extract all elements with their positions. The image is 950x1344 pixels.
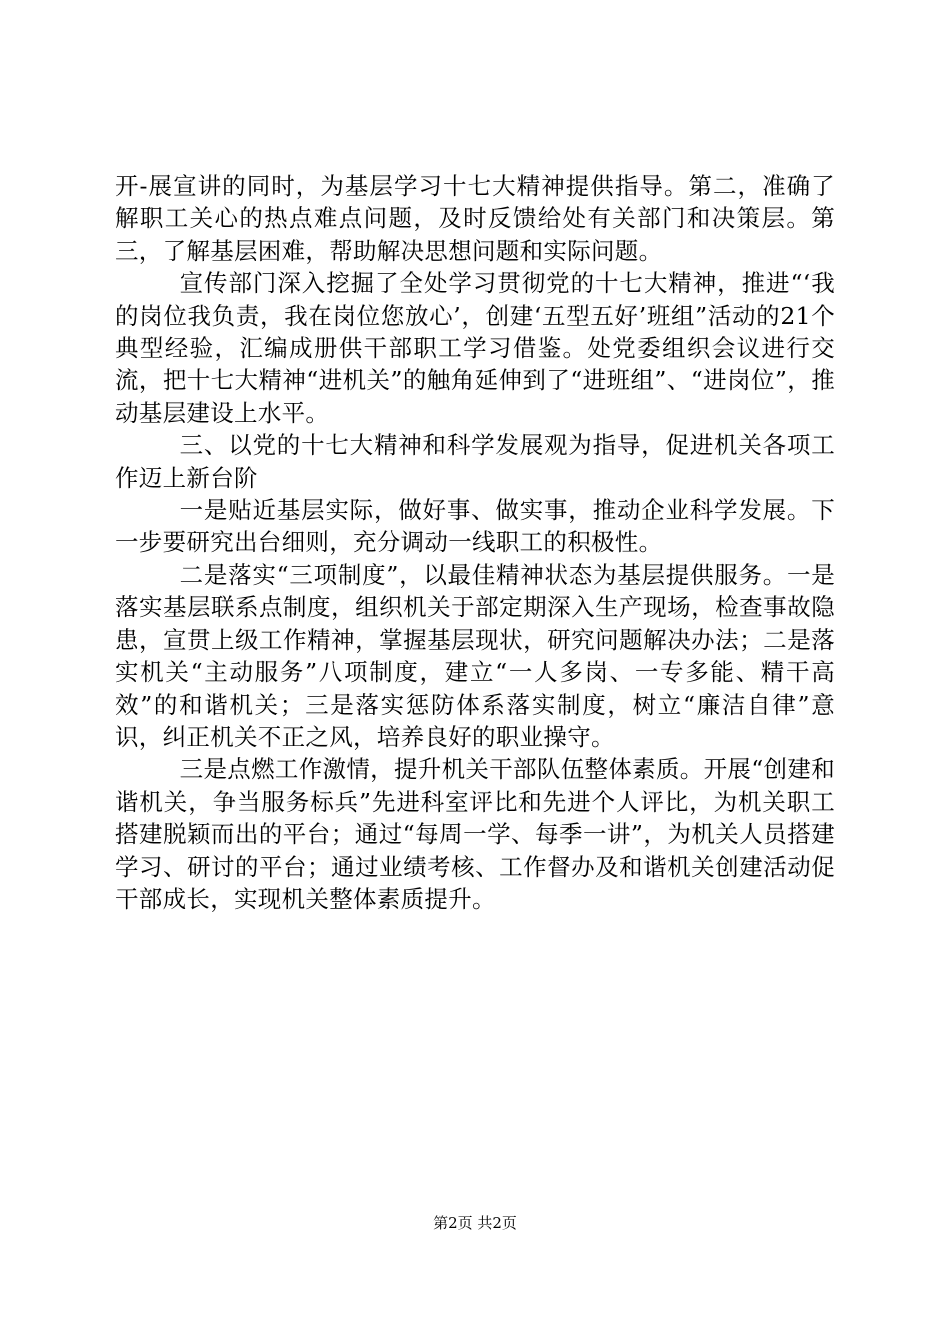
paragraph-point-one: 一是贴近基层实际，做好事、做实事，推动企业科学发展。下一步要研究出台细则，充分调动一线职工的积极性。	[115, 496, 835, 557]
paragraph-continuation: 开-展宣讲的同时，为基层学习十七大精神提供指导。第二，准确了解职工关心的热点难点问题，及时反馈给处有关部门和决策层。第三，了解基层困难，帮助解决思想问题和实际问题。	[115, 172, 835, 265]
paragraph-propaganda: 宣传部门深入挖掘了全处学习贯彻党的十七大精神，推进“‘我的岗位我负责，我在岗位您放心’，创建‘五型五好’班组”活动的21个典型经验，汇编成册供干部职工学习借鉴。处党委组织会议进行交流，把十七大精神“进机关”的触角延伸到了“进班组”、“进岗位”，推动基层建设上水平。	[115, 269, 835, 427]
page-footer: 第2页 共2页	[433, 1214, 517, 1232]
paragraph-point-three: 三是点燃工作激情，提升机关干部队伍整体素质。开展“创建和谐机关，争当服务标兵”先进科室评比和先进个人评比，为机关职工搭建脱颖而出的平台；通过“每周一学、每季一讲”，为机关人员搭建学习、研讨的平台；通过业绩考核、工作督办及和谐机关创建活动促干部成长，实现机关整体素质提升。	[115, 755, 835, 913]
section-heading-three: 三、以党的十七大精神和科学发展观为指导，促进机关各项工作迈上新台阶	[115, 431, 835, 492]
document-body	[115, 170, 835, 915]
paragraph-point-two: 二是落实“三项制度”，以最佳精神状态为基层提供服务。一是落实基层联系点制度，组织机关于部定期深入生产现场，检查事故隐患，宣贯上级工作精神，掌握基层现状，研究问题解决办法；二是落实机关“主动服务”八项制度，建立“一人多岗、一专多能、精干高效”的和谐机关；三是落实惩防体系落实制度，树立“廉洁自律”意识，纠正机关不正之风，培养良好的职业操守。	[115, 560, 835, 751]
